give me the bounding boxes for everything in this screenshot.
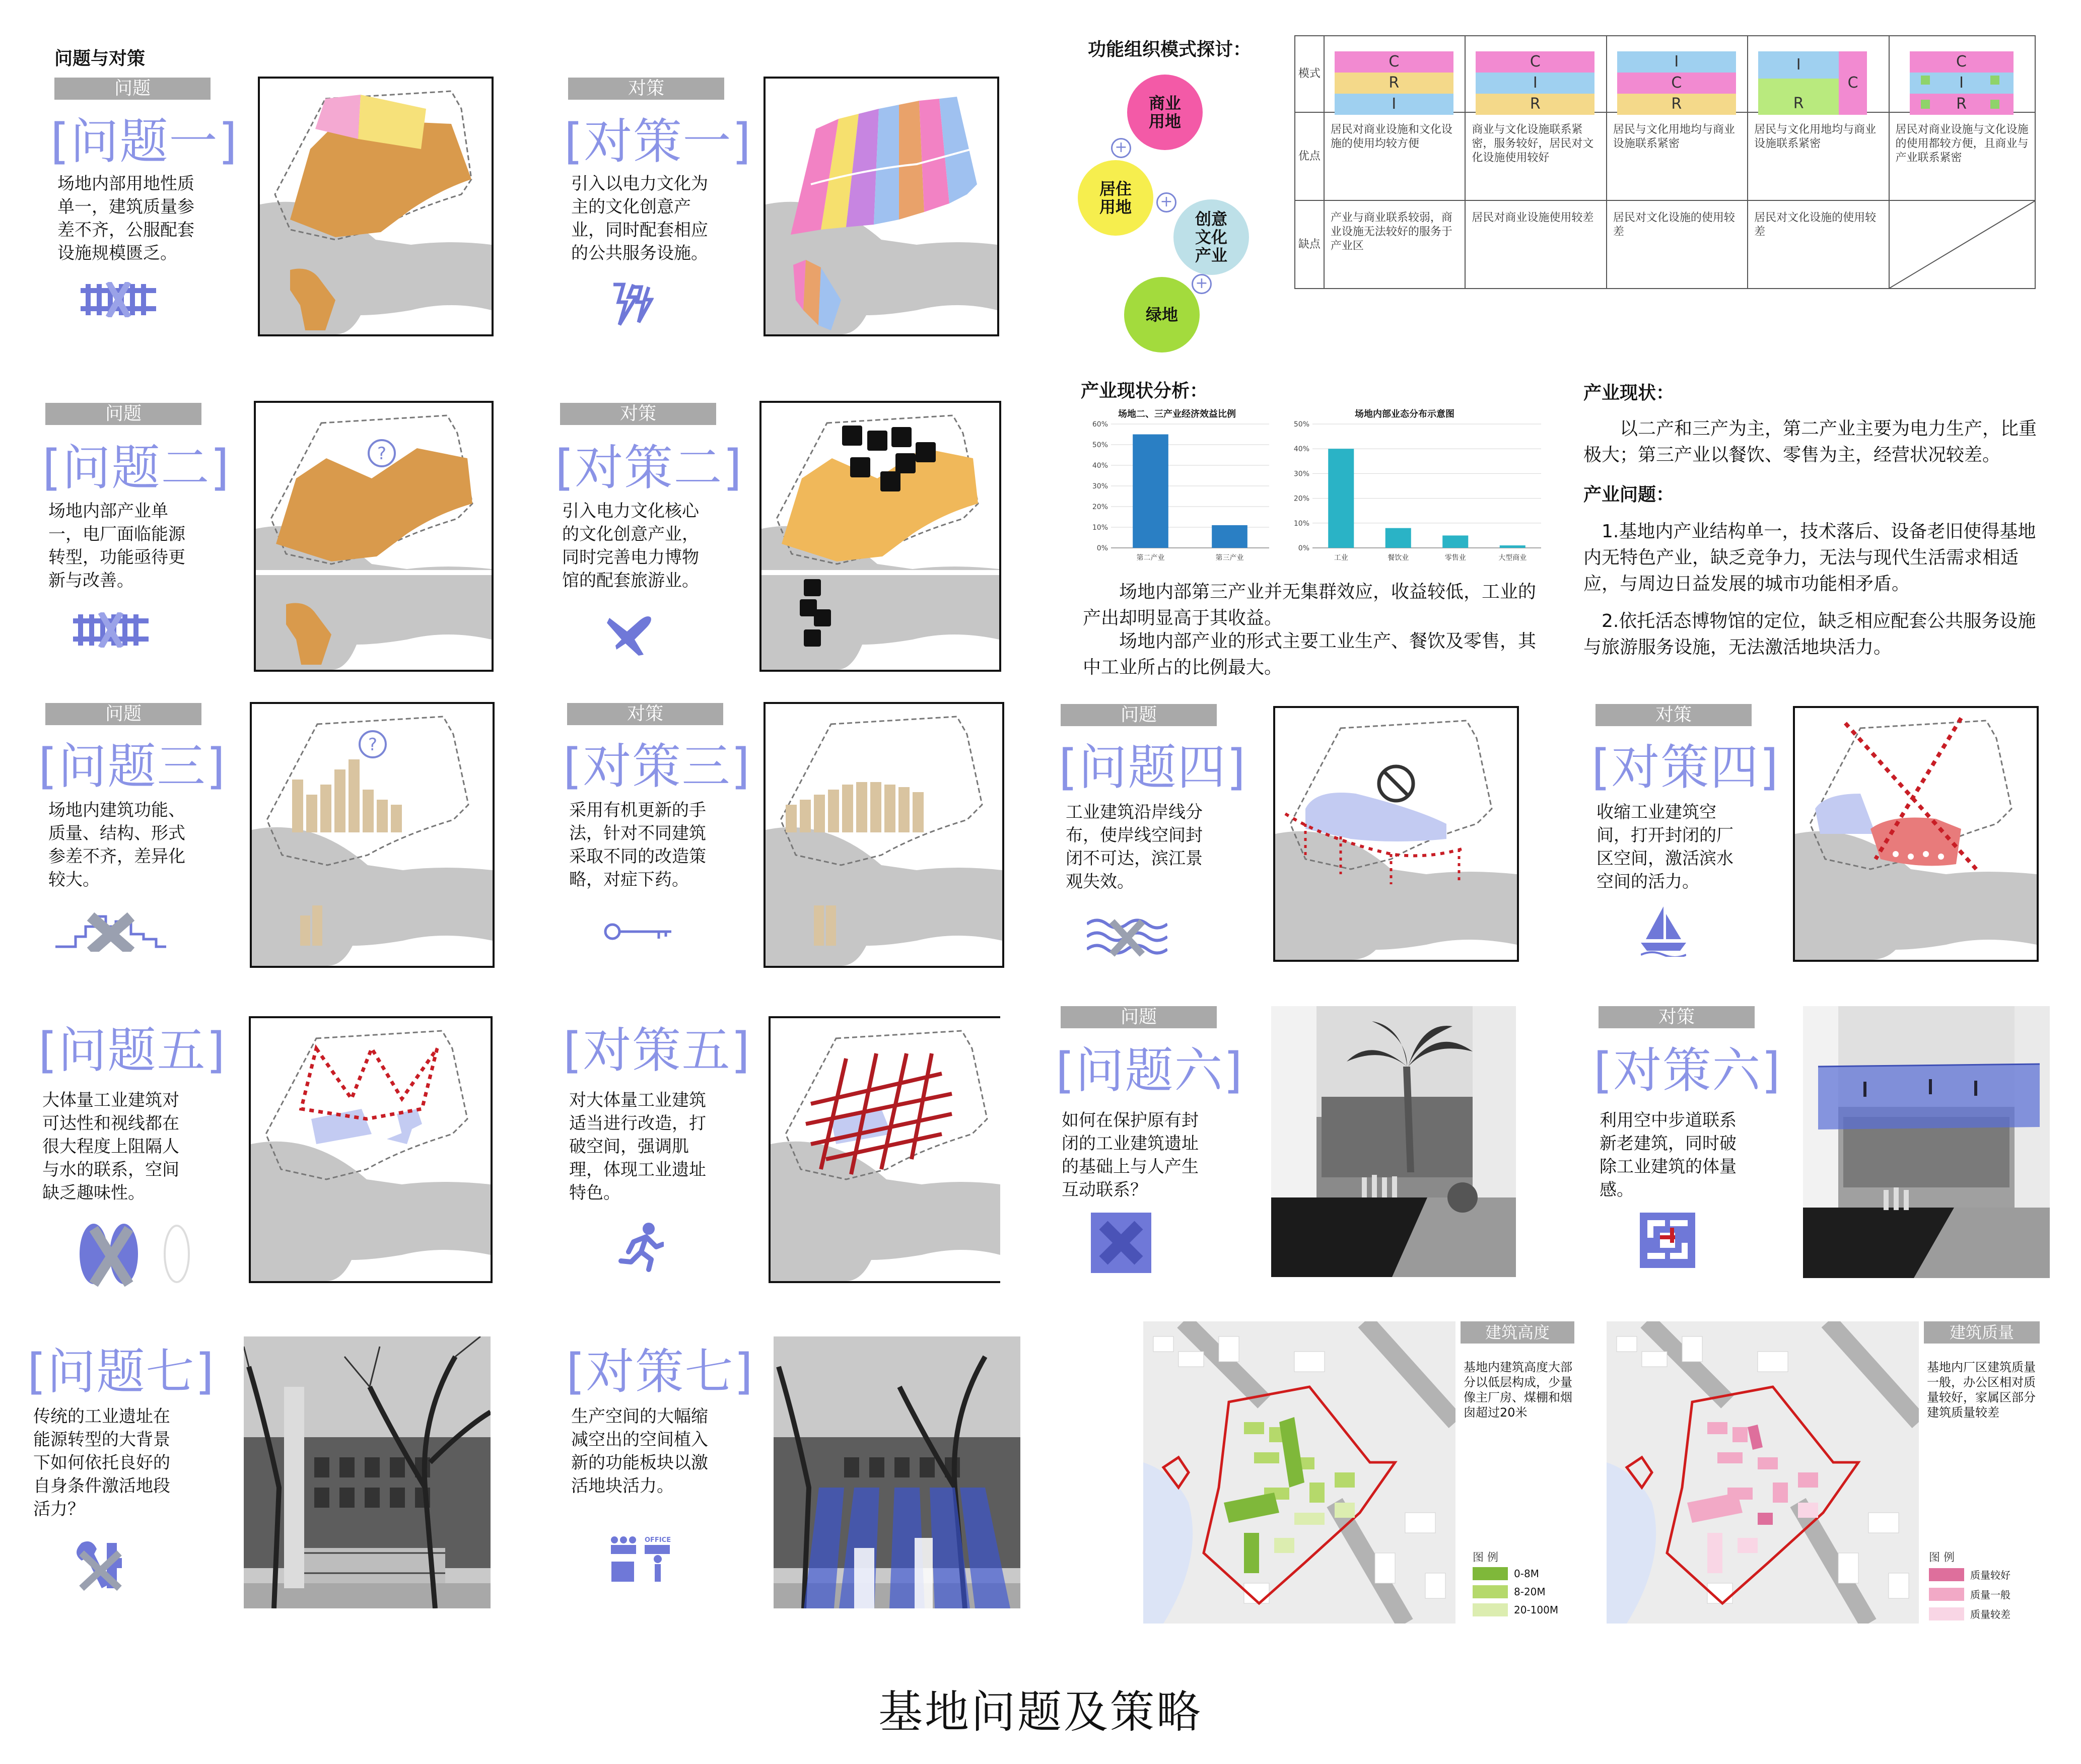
bar-餐饮业 [1385, 528, 1411, 548]
status-heading: 产业现状： [1583, 383, 1675, 403]
runner-icon [618, 1222, 664, 1272]
row-label-mode: 模式 [1295, 36, 1324, 112]
problem-3-title: [问题三] [38, 738, 226, 795]
strategy-tag: 对策 [568, 78, 724, 100]
maze-icon [1640, 1213, 1695, 1268]
band-i: I [1758, 51, 1839, 79]
problem-4-title: [问题四] [1059, 739, 1246, 796]
legend-swatch [1473, 1603, 1508, 1616]
office-label: OFFICE [645, 1536, 671, 1544]
map-height-text: 基地内建筑高度大部分以低层构成，少量像主厂房、煤棚和烟囱超过20米 [1464, 1360, 1572, 1420]
y-tick-label: 20% [1293, 495, 1309, 503]
problem-5-diagram [249, 1016, 493, 1283]
legend-item [1929, 1606, 2010, 1621]
strategy-3-diagram [764, 702, 1004, 968]
problem-5-text: 大体量工业建筑对可达性和视线都在很大程度上阻隔人与水的联系，空间缺乏趣味性。 [42, 1090, 179, 1203]
y-tick-label: 20% [1092, 503, 1108, 511]
band-r: R [1758, 79, 1839, 115]
band-c: C [1476, 51, 1594, 73]
cons-5 [1889, 200, 2036, 289]
status-paragraph: 以二产和三产为主，第二产业主要为电力生产，比重极大；第三产业以餐饮、零售为主，经营状况较差。 [1583, 418, 2037, 465]
legend-label: 质量一般 [1970, 1589, 2010, 1601]
bubble-commercial [1127, 75, 1203, 150]
y-tick-label: 10% [1092, 524, 1108, 532]
plus-icon: + [1156, 192, 1176, 213]
problem-2-title: [问题二] [42, 440, 230, 496]
tools-icon [72, 1538, 127, 1593]
cons-2: 居民对商业设施使用较差 [1465, 200, 1607, 289]
strategy-tag: 对策 [560, 403, 716, 425]
strategy-5-title: [对策五] [563, 1022, 751, 1079]
band-c: C [1839, 51, 1867, 115]
strategy-4-diagram [1793, 706, 2039, 962]
key-icon [603, 922, 674, 942]
lightning-icon [608, 282, 654, 327]
band-i: I [1910, 73, 2014, 94]
problem-7-title: [问题七] [27, 1344, 215, 1400]
green-dot [1921, 76, 1930, 85]
strategy-6-photo [1803, 1006, 2050, 1278]
mode-2 [1465, 36, 1607, 112]
strategy-7-title: [对策七] [566, 1344, 754, 1400]
legend-label: 8-20M [1514, 1586, 1546, 1598]
band-c: C [1910, 51, 2014, 73]
mode-4 [1748, 36, 1889, 112]
y-tick-label: 40% [1092, 462, 1108, 470]
pros-1: 居民对商业设施和文化设施的使用均较方便 [1324, 112, 1466, 200]
problem-4-diagram [1273, 706, 1519, 962]
legend-item [1929, 1567, 2010, 1582]
legend-item [1473, 1603, 1558, 1616]
problem-4-text: 工业建筑沿岸线分布，使岸线空间封闭不可达，滨江景观失效。 [1066, 802, 1203, 892]
y-tick-label: 10% [1293, 519, 1309, 528]
legend-item [1473, 1567, 1558, 1580]
mode-5 [1889, 36, 2036, 112]
legend-quality [1929, 1567, 2010, 1621]
strategy-3-title: [对策三] [563, 738, 751, 795]
y-tick-label: 30% [1293, 470, 1309, 478]
strategy-6-title: [对策六] [1593, 1042, 1781, 1099]
problem-tag: 问题 [1061, 704, 1217, 726]
legend-item [1473, 1585, 1558, 1598]
legend-label: 20-100M [1514, 1604, 1559, 1616]
sailboat-icon [1641, 906, 1686, 957]
problem-item-1: 1.基地内产业结构单一，技术落后、设备老旧使得基地内无特色产业，缺乏竞争力，无法与现代生活需求相适应，与周边日益发展的城市功能相矛盾。 [1583, 521, 2036, 594]
problem-item-2: 2.依托活态博物馆的定位，缺乏相应配套公共服务设施与旅游服务设施，无法激活地块活力。 [1583, 611, 2036, 658]
strategy-4-text: 收缩工业建筑空间，打开封闭的厂区空间，激活滨水空间的活力。 [1597, 802, 1733, 892]
problem-6-title: [问题六] [1056, 1042, 1243, 1099]
chart-economic [1083, 407, 1274, 568]
x-tick-label: 零售业 [1444, 554, 1466, 562]
y-tick-label: 60% [1092, 420, 1108, 429]
strategy-tag: 对策 [1596, 704, 1752, 726]
strategy-1-title: [对策一] [564, 113, 752, 170]
band-i: I [1335, 94, 1453, 115]
row-label-pros: 优点 [1295, 112, 1324, 200]
x-tick-label: 第三产业 [1215, 554, 1244, 562]
legend-swatch [1929, 1607, 1964, 1620]
problem-7-photo [244, 1336, 491, 1608]
bar-大型商业 [1500, 545, 1525, 548]
pros-3: 居民与文化用地均与商业设施联系紧密 [1607, 112, 1748, 200]
strategy-5-text: 对大体量工业建筑适当进行改造，打破空间，强调肌理，体现工业遗址特色。 [569, 1090, 706, 1203]
map-quality-title: 建筑质量 [1924, 1321, 2040, 1344]
map-building-quality [1607, 1321, 1919, 1624]
pros-2: 商业与文化设施联系紧密，服务较好，居民对文化设施使用较好 [1465, 112, 1607, 200]
cons-1: 产业与商业联系较弱，商业设施无法较好的服务于产业区 [1324, 200, 1466, 289]
band-c: C [1335, 51, 1453, 73]
airplane-icon [604, 610, 655, 656]
y-tick-label: 0% [1096, 544, 1108, 552]
problem-1-title: [问题一] [50, 113, 238, 170]
green-dot [1921, 100, 1930, 109]
page-title: 基地问题及策略 [878, 1686, 1203, 1738]
bubble-green [1124, 277, 1200, 352]
bubble-residential [1078, 160, 1153, 236]
plus-icon: + [1111, 138, 1131, 158]
strategy-6-text: 利用空中步道联系新老建筑，同时破除工业建筑的体量感。 [1600, 1110, 1737, 1200]
strategy-4-title: [对策四] [1591, 739, 1779, 796]
legend-height [1473, 1567, 1558, 1616]
bubble-commercial-label: 商业用地 [1148, 94, 1181, 131]
problem-tag: 问题 [45, 403, 201, 425]
pros-5: 居民对商业设施与文化设施的使用都较方便，且商业与产业联系紧密 [1889, 112, 2036, 200]
y-tick-label: 40% [1293, 445, 1309, 454]
band-i: I [1476, 73, 1594, 94]
legend-swatch [1929, 1568, 1964, 1581]
y-tick-label: 30% [1092, 482, 1108, 490]
row-label-cons: 缺点 [1295, 200, 1324, 289]
problem-1-diagram [258, 77, 494, 336]
chart-title: 场地二、三产业经济效益比例 [1118, 409, 1236, 419]
strategy-2-diagram [759, 401, 1001, 672]
x-tick-label: 大型商业 [1498, 554, 1527, 562]
band-r: R [1476, 94, 1594, 115]
legend-item [1929, 1587, 2010, 1601]
bubble-green-label: 绿地 [1145, 305, 1178, 324]
map-height-title: 建筑高度 [1461, 1321, 1574, 1344]
chart-business [1284, 407, 1546, 568]
legend-swatch [1929, 1588, 1964, 1601]
rail-icon [73, 612, 149, 648]
problem-6-text: 如何在保护原有封闭的工业建筑遗址的基础上与人产生互动联系？ [1062, 1110, 1199, 1200]
band-r: R [1910, 94, 2014, 115]
bar-第三产业 [1212, 525, 1247, 548]
function-heading: 功能组织模式探讨： [1088, 39, 1252, 60]
mode-1 [1324, 36, 1466, 112]
green-dot [1990, 76, 1999, 85]
plus-icon: + [1192, 274, 1212, 294]
strategy-7-photo [774, 1336, 1020, 1608]
problem-3-diagram [250, 702, 495, 968]
strategy-7-text: 生产空间的大幅缩减空出的空间植入新的功能板块以激活地块活力。 [571, 1406, 708, 1496]
band-c: C [1617, 73, 1736, 94]
y-tick-label: 50% [1092, 441, 1108, 449]
band-r: R [1617, 94, 1736, 115]
problem-2-text: 场地内部产业单一，电厂面临能源转型，功能亟待更新与改善。 [48, 501, 185, 591]
problem-heading: 产业问题： [1583, 484, 1675, 505]
legend-label: 质量较好 [1970, 1569, 2010, 1581]
problem-6-photo [1271, 1006, 1516, 1277]
strategy-2-title: [对策二] [555, 440, 743, 496]
rail-icon [81, 282, 156, 317]
bubble-creative-label: 创意文化产业 [1195, 209, 1227, 265]
problem-tag: 问题 [45, 703, 201, 725]
industry-heading: 产业现状分析： [1081, 381, 1208, 401]
problem-3-text: 场地内建筑功能、质量、结构、形式参差不齐，差异化较大。 [48, 800, 185, 890]
bar-第二产业 [1133, 435, 1168, 548]
green-dot [1990, 100, 1999, 109]
legend-swatch [1473, 1585, 1508, 1598]
cons-3: 居民对文化设施的使用较差 [1607, 200, 1748, 289]
problem-2-diagram [254, 401, 494, 672]
footprints-icon [74, 1209, 194, 1289]
problem-7-text: 传统的工业遗址在能源转型的大背景下如何依托良好的自身条件激活地段活力？ [33, 1406, 170, 1519]
strategy-1-diagram [764, 77, 999, 336]
chart-plot [1284, 417, 1546, 568]
legend-label: 质量较差 [1970, 1608, 2010, 1620]
waves-icon [1087, 916, 1167, 957]
legend-label: 0-8M [1514, 1568, 1539, 1580]
section-heading: 问题与对策 [54, 48, 146, 69]
cancel-x-icon [1091, 1213, 1151, 1273]
bar-工业 [1328, 449, 1354, 548]
bar-零售业 [1442, 535, 1468, 548]
problem-1-text: 场地内部用地性质单一，建筑质量参差不齐，公服配套设施规模匮乏。 [57, 174, 194, 263]
community-icon [609, 1534, 675, 1584]
mode-3 [1607, 36, 1748, 112]
bubble-creative [1173, 199, 1249, 275]
y-tick-label: 0% [1298, 544, 1309, 552]
chart-title: 场地内部业态分布示意图 [1355, 409, 1454, 419]
skyline-icon [55, 906, 166, 952]
chart-plot [1083, 417, 1274, 568]
strategy-2-text: 引入电力文化核心的文化创意产业，同时完善电力博物馆的配套旅游业。 [562, 501, 699, 591]
band-r: R [1335, 73, 1453, 94]
bubble-residential-label: 居住用地 [1099, 179, 1132, 217]
x-tick-label: 第二产业 [1136, 554, 1165, 562]
legend-title: 图 例 [1473, 1551, 1498, 1564]
problem-tag: 问题 [1061, 1006, 1217, 1028]
svg-text:?: ? [368, 735, 378, 755]
y-tick-label: 50% [1293, 420, 1309, 429]
x-tick-label: 餐饮业 [1388, 554, 1409, 562]
pros-4: 居民与文化用地均与商业设施联系紧密 [1748, 112, 1889, 200]
legend-swatch [1473, 1567, 1508, 1580]
strategy-tag: 对策 [567, 703, 723, 725]
strategy-tag: 对策 [1599, 1006, 1755, 1028]
strategy-5-diagram [769, 1016, 1000, 1283]
map-quality-text: 基地内厂区建筑质量一般，办公区相对质量较好，家属区部分建筑质量较差 [1927, 1360, 2036, 1420]
problem-5-title: [问题五] [38, 1022, 226, 1079]
problem-tag: 问题 [54, 78, 211, 100]
band-i: I [1617, 51, 1736, 73]
svg-text:?: ? [377, 444, 387, 464]
strategy-1-text: 引入以电力文化为主的文化创意产业，同时配套相应的公共服务设施。 [571, 174, 708, 263]
industry-text-1: 场地内部第三产业并无集群效应，收益较低，工业的产出却明显高于其收益。 [1083, 582, 1537, 628]
cons-4: 居民对文化设施的使用较差 [1748, 200, 1889, 289]
legend-title: 图 例 [1929, 1551, 1955, 1564]
strategy-3-text: 采用有机更新的手法，针对不同建筑采取不同的改造策略，对症下药。 [569, 800, 706, 890]
industry-text-2: 场地内部产业的形式主要工业生产、餐饮及零售，其中工业所占的比例最大。 [1083, 631, 1537, 678]
map-building-height [1143, 1321, 1455, 1624]
x-tick-label: 工业 [1334, 554, 1348, 562]
function-table [1294, 35, 2036, 289]
